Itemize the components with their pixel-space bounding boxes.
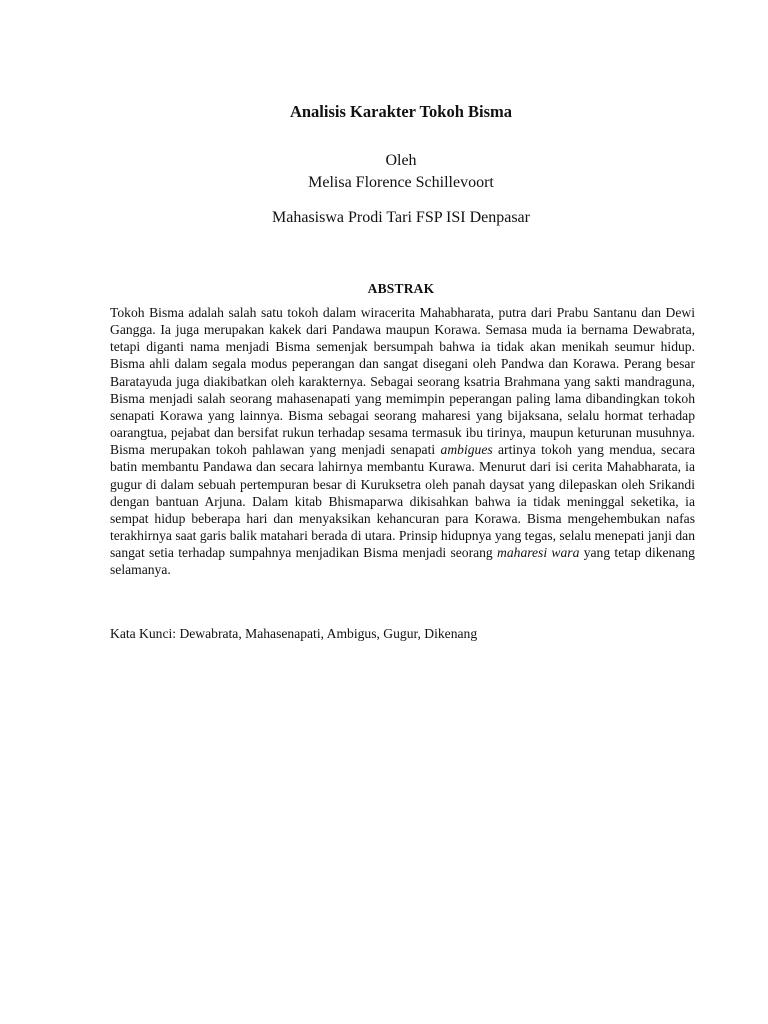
- abstract-heading: ABSTRAK: [367, 281, 435, 296]
- by-label: Oleh: [385, 152, 417, 169]
- author-name: Melisa Florence Schillevoort: [308, 174, 494, 191]
- abstract-italic-term-1: ambigues: [440, 442, 493, 458]
- abstract-text-part-1: Tokoh Bisma adalah salah satu tokoh dalam wiracerita Mahabharata, putra dari Prabu Santanu dan Dewi Gangga. Ia juga merupakan kakek dari Pandawa maupun Korawa. Semasa muda ia bernama Dewabrata, tetapi diganti nama menjadi Bisma semenjak bersumpah bahwa ia tidak akan menikah seumur hidup. Bisma ahli dalam segala modus peperangan dan sangat disegani oleh Pandwa dan Korawa. Perang besar Baratayuda juga diakibatkan oleh karakternya. Sebagai seorang ksatria Brahmana yang sakti mandraguna, Bisma menjadi salah seorang mahasenapati yang memimpin peperangan paling lama dibandingkan tokoh senapati Korawa yang lainnya. Bisma sebagai seorang maharesi yang bijaksana, selalu hormat terhadap oarangtua, pejabat dan bersifat rukun terhadap sesama termasuk ibu tirinya, maupun keturunan musuhnya. Bisma merupakan tokoh pahlawan yang menjadi senapati: [110, 305, 695, 458]
- keywords: Kata Kunci: Dewabrata, Mahasenapati, Ambigus, Gugur, Dikenang: [110, 626, 478, 641]
- abstract-italic-term-2: maharesi wara: [497, 545, 580, 561]
- abstract-body: [110, 304, 695, 579]
- abstract-text-part-3: yang tetap dikenang selamanya.: [110, 545, 695, 578]
- document-title: Analisis Karakter Tokoh Bisma: [289, 102, 513, 121]
- author-affiliation: Mahasiswa Prodi Tari FSP ISI Denpasar: [272, 209, 530, 226]
- author-block: [0, 150, 768, 194]
- abstract-text-part-2: artinya tokoh yang mendua, secara batin membantu Pandawa dan secara lahirnya membantu Kurawa. Menurut dari isi cerita Mahabharata, ia gugur di dalam sebuah pertempuran besar di Kuruksetra oleh panah daysat yang dilepaskan oleh Srikandi dengan bantuan Arjuna. Dalam kitab Bhismaparwa dikisahkan bahwa ia tidak meninggal seketika, ia sempat hidup beberapa hari dan menyaksikan kehancuran para Korawa. Bisma mengehembukan nafas terakhirnya saat garis balik matahari berada di utara. Prinsip hidupnya yang tegas, selalu menepati janji dan sangat setia terhadap sumpahnya menjadikan Bisma menjadi seorang: [110, 442, 696, 561]
